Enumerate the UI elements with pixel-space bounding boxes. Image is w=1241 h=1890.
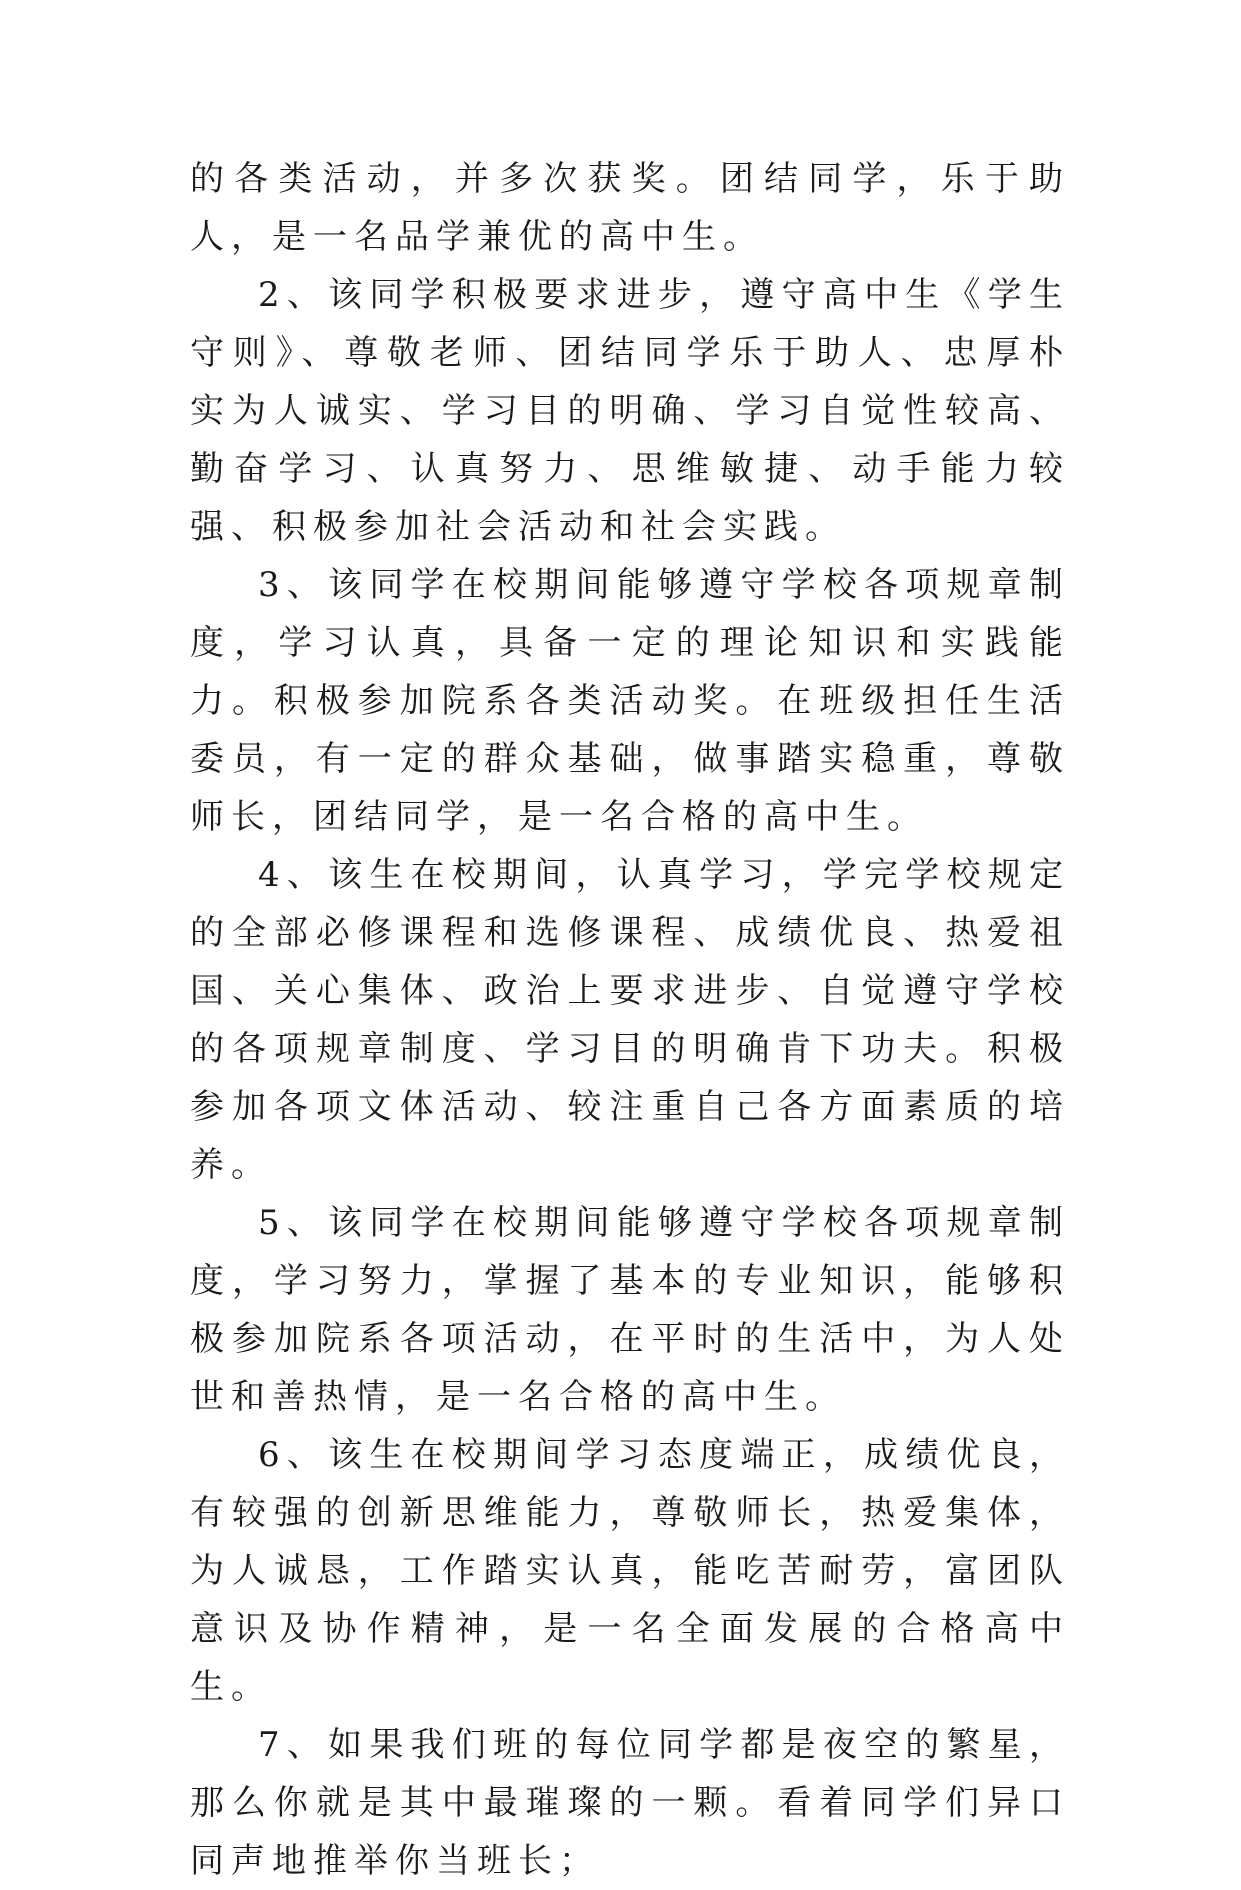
- paragraph-item-7: 7、如果我们班的每位同学都是夜空的繁星，那么你就是其中最璀璨的一颗。看着同学们异口同声地推举你当班长；: [190, 1725, 1070, 1881]
- paragraph-item-3: 3、该同学在校期间能够遵守学校各项规章制度，学习认真，具备一定的理论知识和实践能力。积极参加院系各类活动奖。在班级担任生活委员，有一定的群众基础，做事踏实稳重，尊敬师长，团结同学，是一名合格的高中生。: [190, 565, 1070, 837]
- paragraph-item-6: 6、该生在校期间学习态度端正，成绩优良，有较强的创新思维能力，尊敬师长，热爱集体，为人诚恳，工作踏实认真，能吃苦耐劳，富团队意识及协作精神，是一名全面发展的合格高中生。: [190, 1435, 1070, 1707]
- document-body: [190, 150, 1070, 1890]
- paragraph-continuation: 的各类活动，并多次获奖。团结同学，乐于助人，是一名品学兼优的高中生。: [190, 159, 1070, 257]
- paragraph-item-5: 5、该同学在校期间能够遵守学校各项规章制度，学习努力，掌握了基本的专业知识，能够积极参加院系各项活动，在平时的生活中，为人处世和善热情，是一名合格的高中生。: [190, 1203, 1070, 1417]
- paragraph-item-2: 2、该同学积极要求进步，遵守高中生《学生守则》、尊敬老师、团结同学乐于助人、忠厚朴实为人诚实、学习目的明确、学习自觉性较高、勤奋学习、认真努力、思维敏捷、动手能力较强、积极参加社会活动和社会实践。: [190, 275, 1070, 547]
- paragraph-item-4: 4、该生在校期间，认真学习，学完学校规定的全部必修课程和选修课程、成绩优良、热爱祖国、关心集体、政治上要求进步、自觉遵守学校的各项规章制度、学习目的明确肯下功夫。积极参加各项文体活动、较注重自己各方面素质的培养。: [190, 855, 1070, 1185]
